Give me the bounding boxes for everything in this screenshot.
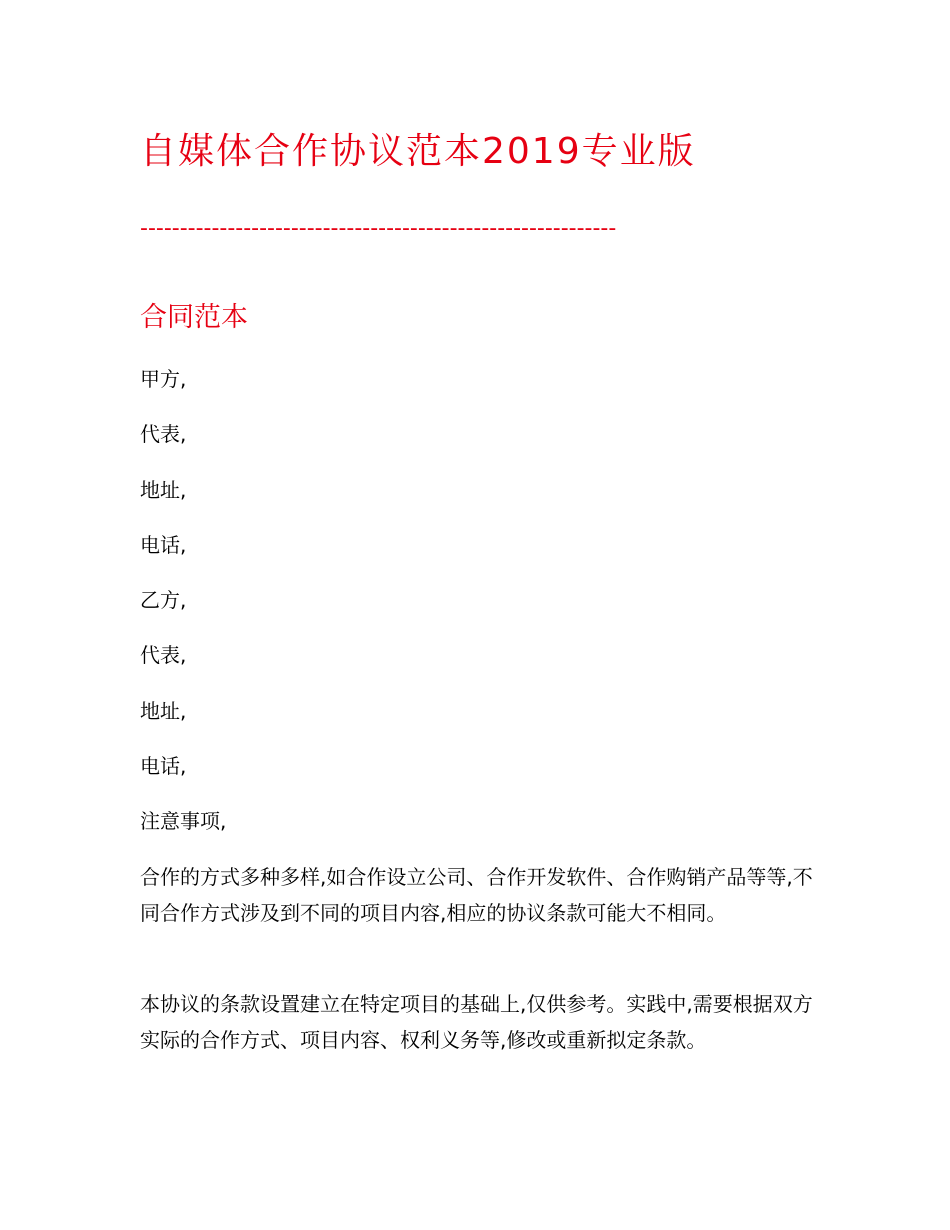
section-heading: 合同范本 bbox=[140, 302, 248, 333]
dashed-divider: ------------------------------------------------------------ bbox=[140, 216, 617, 241]
field-party-a-representative: 代表, bbox=[140, 422, 187, 447]
field-party-a: 甲方, bbox=[140, 367, 187, 391]
field-party-b-address: 地址, bbox=[140, 698, 187, 723]
document-page bbox=[140, 0, 830, 1230]
field-party-b: 乙方, bbox=[140, 588, 187, 613]
document-title: 自媒体合作协议范本2019专业版 bbox=[140, 131, 696, 172]
field-party-b-representative: 代表, bbox=[140, 643, 187, 668]
paragraph-reference-notice: 本协议的条款设置建立在特定项目的基础上,仅供参考。实践中,需要根据双方实际的合作方式、项目内容、权利义务等,修改或重新拟定条款。 bbox=[140, 992, 813, 1052]
field-party-a-phone: 电话, bbox=[140, 532, 187, 557]
paragraph-cooperation-methods: 合作的方式多种多样,如合作设立公司、合作开发软件、合作购销产品等等,不同合作方式涉及到不同的项目内容,相应的协议条款可能大不相同。 bbox=[140, 865, 813, 925]
field-notes: 注意事项, bbox=[140, 809, 227, 834]
party-field-list bbox=[140, 362, 226, 860]
field-party-a-address: 地址, bbox=[140, 477, 187, 502]
field-party-b-phone: 电话, bbox=[140, 754, 187, 779]
